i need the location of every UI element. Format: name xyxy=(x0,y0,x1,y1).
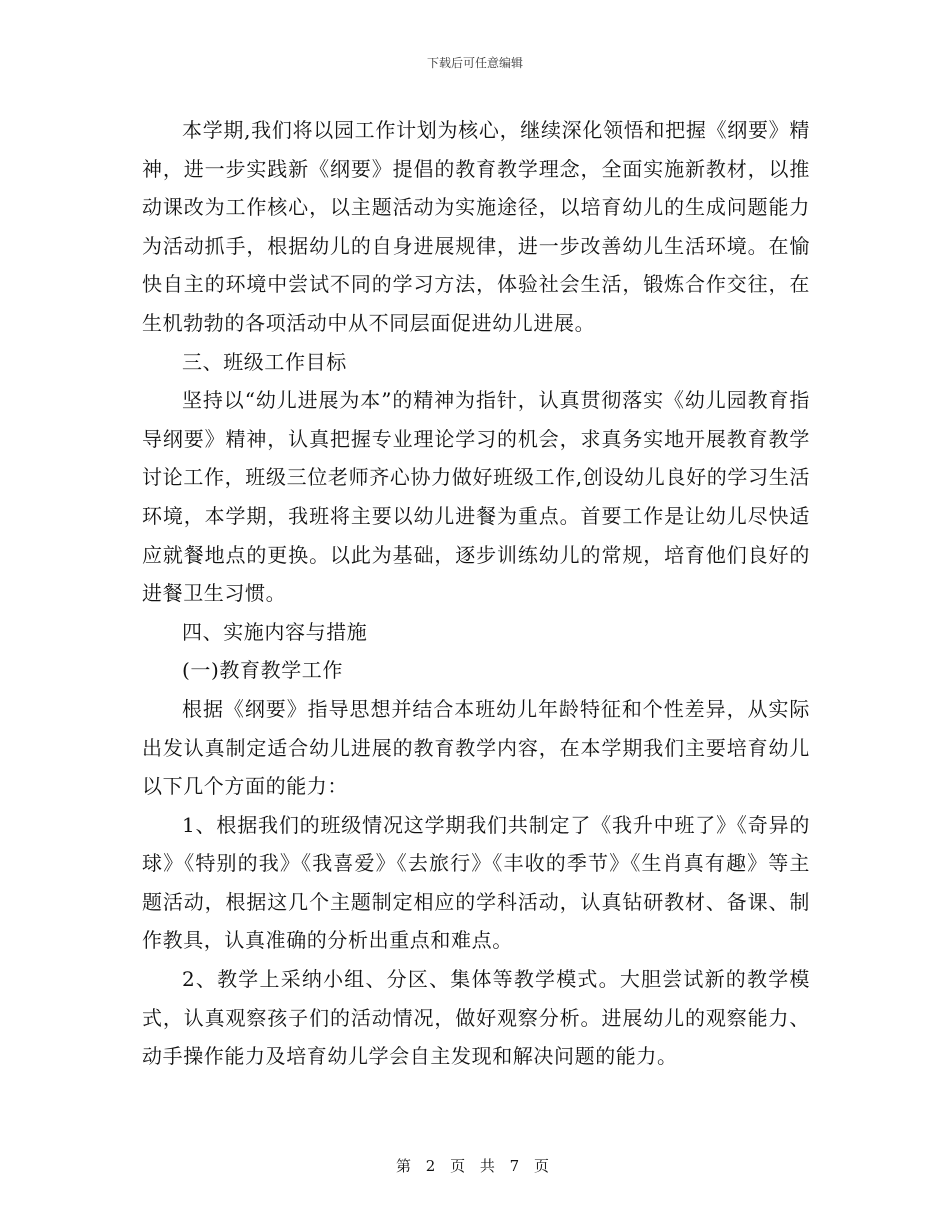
page-number: 第 2 页 共 7 页 xyxy=(396,1157,554,1175)
list-item-1: 1、根据我们的班级情况这学期我们共制定了《我升中班了》《奇异的球》《特别的我》《我喜爱》《去旅行》《丰收的季节》《生肖真有趣》等主题活动，根据这几个主题制定相应的学科活动，认真钻研教材、备课、制作教具，认真准确的分析出重点和难点。 xyxy=(142,812,810,953)
subheading-teaching: (一)教育教学工作 xyxy=(182,658,344,683)
page-header: 下载后可任意编辑 xyxy=(426,56,523,70)
heading-class-goals: 三、班级工作目标 xyxy=(182,349,347,374)
heading-content-measures: 四、实施内容与措施 xyxy=(182,619,368,644)
paragraph-teaching: 根据《纲要》指导思想并结合本班幼儿年龄特征和个性差异，从实际出发认真制定适合幼儿进展的教育教学内容，在本学期我们主要培育幼儿以下几个方面的能力： xyxy=(142,696,810,799)
paragraph-goals: 坚持以“幼儿进展为本”的精神为指针，认真贯彻落实《幼儿园教育指导纲要》精神，认真把握专业理论学习的机会，求真务实地开展教育教学讨论工作，班级三位老师齐心协力做好班级工作,创设幼儿良好的学习生活环境，本学期，我班将主要以幼儿进餐为重点。首要工作是让幼儿尽快适应就餐地点的更换。以此为基础，逐步训练幼儿的常规，培育他们良好的进餐卫生习惯。 xyxy=(142,388,810,606)
paragraph-intro: 本学期,我们将以园工作计划为核心，继续深化领悟和把握《纲要》精神，进一步实践新《纲要》提倡的教育教学理念，全面实施新教材，以推动课改为工作核心，以主题活动为实施途径，以培育幼儿的生成问题能力为活动抓手，根据幼儿的自身进展规律，进一步改善幼儿生活环境。在愉快自主的环境中尝试不同的学习方法，体验社会生活，锻炼合作交往，在生机勃勃的各项活动中从不同层面促进幼儿进展。 xyxy=(142,118,810,335)
list-item-2: 2、教学上采纳小组、分区、集体等教学模式。大胆尝试新的教学模式，认真观察孩子们的活动情况，做好观察分析。进展幼儿的观察能力、动手操作能力及培育幼儿学会自主发现和解决问题的能力。 xyxy=(142,967,810,1069)
document-body xyxy=(142,111,810,1076)
